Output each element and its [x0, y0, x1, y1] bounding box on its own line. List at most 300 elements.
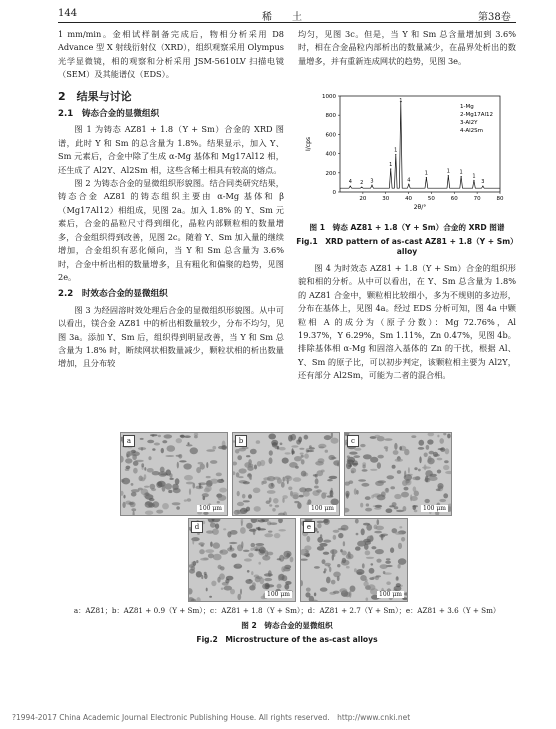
- grain: [370, 535, 374, 542]
- grain: [186, 444, 193, 446]
- micrograph-texture: [121, 433, 227, 515]
- grain: [284, 476, 293, 482]
- grain: [164, 434, 173, 438]
- grain: [126, 466, 131, 470]
- fig1-caption-en: Fig.1 XRD pattern of as-cast AZ81 + 1.8（Y + Sm）alloy: [296, 237, 518, 256]
- grain: [322, 559, 326, 564]
- paragraph-2: 图 2 为铸态合金的显微组织形貌图。结合同类研究结果，铸态合金 AZ81 的铸态组织主要由 α-Mg 基体和 β（Mg17Al12）相组成，见图 2a。加入 1.8% 的 Y、Sm 元素后，合金的晶粒尺寸得到细化，晶粒内部颗粒相的数量增多，合金组织得到改善，见图 2c。随着 Y、Sm 加入量的继续增加，合金组织有恶化倾向，当 Y 和 Sm 总含量为 3.6% 时，合金中析出相的数量增多，且有粗化和偏聚的趋势，见图 2e。: [58, 178, 284, 282]
- grain: [390, 486, 395, 489]
- grain: [121, 456, 124, 463]
- grain: [347, 455, 350, 458]
- grain: [363, 581, 368, 586]
- grain: [323, 540, 331, 543]
- grain: [206, 476, 211, 478]
- grain: [212, 446, 216, 450]
- grain: [301, 459, 305, 464]
- grain: [386, 508, 393, 513]
- grain: [246, 507, 250, 512]
- grain: [131, 489, 140, 492]
- grain: [437, 458, 443, 461]
- grain: [199, 483, 201, 488]
- legend-entry: 2-Mg17Al12: [460, 112, 494, 118]
- grain: [243, 500, 250, 502]
- grain: [333, 460, 339, 466]
- grain: [315, 478, 319, 484]
- subsection-heading-2-1: 2.1 铸态合金的显微组织: [58, 109, 160, 120]
- grain: [252, 582, 256, 587]
- grain: [376, 559, 381, 563]
- grain: [247, 570, 250, 573]
- grain: [370, 469, 377, 471]
- grain: [217, 501, 220, 504]
- grain: [398, 558, 406, 565]
- grain: [300, 453, 304, 455]
- grain: [277, 478, 282, 484]
- x-tick-label: 50: [427, 196, 435, 202]
- x-tick-label: 40: [405, 196, 413, 202]
- grain: [184, 499, 187, 501]
- legend-entry: 1-Mg: [460, 104, 474, 110]
- grain: [393, 450, 399, 455]
- grain: [365, 550, 371, 555]
- micrograph-texture: [345, 433, 451, 515]
- grain: [267, 476, 275, 481]
- grain: [428, 433, 435, 436]
- grain: [243, 550, 250, 552]
- header-rule: [58, 22, 516, 23]
- grain: [447, 434, 451, 439]
- grain: [360, 444, 365, 447]
- peak-point: [395, 154, 396, 155]
- grain: [152, 448, 155, 451]
- grain: [196, 597, 200, 601]
- grain: [244, 462, 251, 468]
- grain: [208, 553, 214, 558]
- peak-point: [390, 168, 391, 169]
- grain: [392, 465, 396, 469]
- grain: [158, 435, 161, 437]
- grain: [401, 537, 405, 542]
- grain: [231, 553, 237, 558]
- grain: [419, 440, 425, 446]
- grain: [179, 460, 187, 462]
- grain: [394, 494, 401, 499]
- grain: [356, 533, 359, 536]
- grain: [233, 462, 237, 466]
- grain: [365, 508, 372, 512]
- grain: [418, 447, 425, 450]
- grain: [306, 588, 311, 592]
- grain: [238, 476, 243, 478]
- grain: [223, 528, 226, 530]
- grain: [320, 534, 322, 538]
- grain: [206, 449, 215, 452]
- grain: [365, 496, 371, 500]
- grain: [299, 495, 304, 498]
- grain: [152, 501, 159, 507]
- grain: [355, 519, 359, 524]
- grain: [205, 485, 212, 492]
- grain: [360, 503, 363, 508]
- grain: [437, 435, 439, 438]
- grain: [394, 443, 397, 450]
- grain: [396, 583, 401, 587]
- grain: [133, 468, 138, 474]
- grain: [317, 546, 324, 551]
- grain: [345, 508, 350, 513]
- grain: [254, 465, 257, 470]
- grain: [239, 468, 247, 473]
- grain: [240, 589, 242, 595]
- grain: [301, 471, 307, 477]
- grain: [438, 448, 444, 450]
- grain: [346, 462, 351, 469]
- grain: [384, 446, 388, 449]
- grain: [234, 510, 240, 515]
- grain: [220, 550, 223, 553]
- grain: [304, 453, 309, 458]
- grain: [324, 563, 331, 566]
- grain: [329, 476, 338, 479]
- grain: [237, 455, 242, 460]
- grain: [330, 549, 337, 554]
- grain: [193, 561, 197, 566]
- grain: [189, 488, 191, 495]
- grain: [293, 477, 301, 482]
- grain: [201, 575, 203, 579]
- grain: [205, 549, 214, 553]
- grain: [389, 505, 395, 507]
- grain: [375, 505, 382, 508]
- grain: [210, 542, 213, 547]
- grain: [408, 467, 410, 473]
- x-tick-label: 30: [382, 196, 390, 202]
- peak-point: [371, 185, 372, 186]
- grain: [428, 456, 432, 463]
- grain: [274, 533, 281, 538]
- grain: [374, 525, 378, 530]
- grain: [121, 491, 124, 496]
- grain: [424, 453, 428, 458]
- grain: [262, 555, 270, 561]
- grain: [246, 455, 250, 457]
- grain: [395, 459, 403, 462]
- grain: [250, 449, 257, 455]
- grain: [291, 445, 298, 447]
- panel-label: e: [303, 521, 315, 533]
- grain: [246, 523, 253, 529]
- grain: [282, 575, 288, 581]
- grain: [337, 564, 340, 567]
- grain: [248, 494, 252, 499]
- y-tick-label: 1000: [322, 94, 336, 100]
- grain: [414, 467, 417, 470]
- grain: [291, 448, 293, 455]
- y-tick-label: 0: [332, 190, 336, 196]
- grain: [221, 588, 224, 590]
- grain: [158, 471, 167, 477]
- grain: [411, 435, 416, 438]
- grain: [144, 486, 149, 488]
- grain: [248, 553, 253, 558]
- section-heading: 2 结果与讨论: [58, 89, 132, 103]
- y-tick-label: 200: [325, 170, 336, 177]
- volume-label: 第38卷: [478, 12, 511, 23]
- peak-label: 1: [389, 161, 393, 168]
- y-tick-label: 600: [325, 132, 336, 139]
- y-tick-label: 400: [325, 151, 336, 158]
- grain: [257, 461, 262, 467]
- grain: [375, 549, 384, 554]
- grain: [362, 469, 368, 472]
- grain: [162, 503, 169, 509]
- grain: [244, 558, 252, 561]
- grain: [378, 455, 384, 459]
- grain: [443, 493, 448, 498]
- grain: [414, 510, 418, 513]
- grain: [199, 549, 205, 554]
- grain: [369, 577, 374, 580]
- grain: [204, 574, 208, 579]
- grain: [385, 561, 391, 564]
- grain: [342, 558, 346, 564]
- grain: [333, 530, 340, 533]
- grain: [346, 493, 349, 499]
- grain: [177, 462, 179, 469]
- grain: [148, 456, 151, 460]
- grain: [278, 574, 281, 581]
- grain: [277, 558, 281, 560]
- grain: [229, 542, 237, 544]
- grain: [218, 565, 222, 569]
- grain: [439, 438, 444, 444]
- grain: [325, 450, 328, 453]
- grain: [161, 448, 164, 453]
- micrograph-texture: [301, 519, 407, 601]
- grain: [264, 573, 273, 576]
- grain: [314, 566, 320, 569]
- panel-label: c: [347, 435, 359, 447]
- grain: [361, 483, 369, 487]
- grain: [169, 478, 173, 480]
- grain: [390, 547, 394, 553]
- grain: [221, 479, 223, 481]
- grain: [184, 475, 193, 481]
- grain: [327, 479, 333, 481]
- grain: [168, 490, 172, 493]
- panel-label: b: [235, 435, 247, 447]
- grain: [331, 580, 336, 585]
- grain: [194, 435, 198, 438]
- grain: [256, 576, 262, 579]
- grain: [362, 465, 365, 469]
- grain: [323, 552, 329, 555]
- grain: [237, 594, 241, 600]
- grain: [165, 483, 172, 489]
- grain: [309, 447, 315, 450]
- grain: [175, 478, 180, 484]
- panel-label: a: [123, 435, 135, 447]
- grain: [167, 445, 176, 452]
- peak-label: 4: [407, 177, 411, 184]
- grain: [333, 535, 337, 540]
- y-tick-label: 800: [325, 113, 336, 120]
- grain: [250, 548, 253, 551]
- grain: [314, 593, 316, 597]
- grain: [237, 544, 243, 551]
- grain: [213, 542, 220, 548]
- grain: [271, 483, 273, 487]
- grain: [443, 465, 449, 470]
- grain: [354, 488, 357, 495]
- grain: [187, 498, 192, 502]
- micrograph-texture: [233, 433, 339, 515]
- peak-point: [461, 176, 462, 177]
- grain: [338, 533, 343, 538]
- grain: [358, 479, 366, 481]
- grain: [176, 438, 182, 443]
- grain: [264, 578, 272, 581]
- grain: [176, 506, 180, 510]
- grain: [403, 506, 407, 511]
- grain: [412, 477, 420, 481]
- grain: [374, 531, 382, 534]
- grain: [439, 499, 446, 502]
- grain: [317, 521, 324, 524]
- subsection-heading-2-2: 2.2 时效态合金的显微组织: [58, 289, 168, 300]
- grain: [270, 522, 278, 525]
- scale-bar: 100 μm: [267, 591, 290, 598]
- grain: [402, 480, 408, 486]
- grain: [350, 463, 358, 465]
- grain: [399, 446, 402, 450]
- grain: [305, 592, 310, 597]
- grain: [404, 474, 412, 480]
- grain: [444, 460, 449, 463]
- micrograph-d: [188, 518, 296, 602]
- grain: [162, 440, 167, 443]
- grain: [361, 528, 365, 535]
- plot-frame: [340, 96, 500, 192]
- grain: [395, 532, 402, 535]
- grain: [437, 470, 441, 474]
- grain: [387, 475, 395, 479]
- grain: [284, 584, 289, 590]
- grain: [397, 470, 401, 474]
- grain: [284, 551, 287, 556]
- grain: [419, 456, 421, 463]
- peak-label: 1: [394, 147, 398, 154]
- grain: [343, 541, 345, 546]
- grain: [230, 545, 232, 550]
- grain: [356, 569, 364, 575]
- grain: [377, 519, 380, 525]
- grain: [240, 527, 246, 534]
- grain: [271, 440, 278, 446]
- grain: [301, 580, 303, 586]
- paragraph-4: 图 4 为时效态 AZ81 + 1.8（Y + Sm）合金的组织形貌和相的分析。从中可以看出，在 Y、Sm 总含量为 1.8% 的 AZ81 合金中，颗粒相比较细小，多为不规则的多边形，分布在基体上，见图 4a。经过 EDS 分析可知，图 4a 中颗粒相 A 的成分为（原子分数）：Mg 72.76%，Al 19.37%，Y 6.29%，Sm 1.11%，Zn 0.47%，见图 4b。排除基体相 α-Mg 和固溶入基体的 Zn 的干扰，根据 Al、Y、Sm 的原子比，可以初步判定，该颗粒相主要为 Al2Y，还有部分 Al2Sm，可能为二者的混合相。: [298, 263, 516, 381]
- grain: [277, 446, 280, 450]
- grain: [217, 577, 220, 583]
- grain: [305, 550, 309, 552]
- grain: [279, 447, 286, 451]
- grain: [209, 596, 212, 598]
- grain: [198, 462, 204, 465]
- grain: [322, 492, 327, 494]
- grain: [333, 591, 340, 594]
- grain: [317, 537, 323, 543]
- grain: [210, 460, 217, 464]
- peak-label: 3: [481, 179, 485, 186]
- grain: [249, 476, 252, 480]
- grain: [341, 525, 349, 531]
- peak-label: 3: [370, 178, 374, 185]
- grain: [291, 492, 298, 496]
- peak-point: [361, 187, 362, 188]
- grain: [399, 526, 402, 528]
- grain: [131, 492, 137, 497]
- grain: [255, 549, 260, 552]
- grain: [426, 445, 430, 450]
- peak-point: [350, 186, 351, 187]
- grain: [424, 464, 427, 470]
- grain: [368, 584, 376, 590]
- grain: [184, 435, 191, 438]
- grain: [202, 493, 209, 497]
- grain: [210, 479, 218, 484]
- scale-bar: 100 μm: [199, 505, 222, 512]
- grain: [191, 566, 196, 571]
- grain: [413, 486, 417, 492]
- grain: [249, 579, 252, 581]
- grain: [267, 490, 276, 494]
- grain: [324, 568, 327, 571]
- grain: [280, 443, 283, 446]
- grain: [313, 474, 317, 476]
- intro-paragraph: 1 mm/min。金相试样制备完成后，物相分析采用 D8 Advance 型 X 射线衍射仪（XRD），组织观察采用 Olympus 光学显微镜，相的观察和分析采用 JSM-5610LV 扫描电镜（SEM）及其能谱仪（EDS）。: [58, 29, 284, 80]
- x-tick-label: 80: [496, 196, 504, 202]
- grain: [282, 458, 289, 464]
- peak-label: 1: [399, 98, 403, 104]
- grain: [236, 564, 241, 567]
- right-column-bottom: [298, 262, 516, 383]
- grain: [176, 455, 181, 457]
- grain: [289, 462, 298, 468]
- grain: [425, 499, 430, 503]
- peak-label: 2: [360, 180, 364, 187]
- right-column-top: [298, 28, 516, 68]
- grain: [294, 456, 302, 461]
- grain: [122, 478, 130, 485]
- grain: [362, 563, 365, 568]
- grain: [236, 472, 240, 477]
- grain: [354, 568, 357, 572]
- grain: [230, 530, 238, 535]
- grain: [299, 448, 304, 450]
- grain: [349, 452, 357, 455]
- grain: [285, 452, 291, 454]
- peak-label: 1: [424, 170, 428, 177]
- grain: [342, 551, 347, 556]
- grain: [363, 454, 372, 459]
- grain: [301, 455, 304, 458]
- x-tick-label: 20: [359, 196, 367, 202]
- paragraph-1: 图 1 为铸态 AZ81 + 1.8（Y + Sm）合金的 XRD 图谱，此时 Y 和 Sm 的总含量为 1.8%。结果显示，加入 Y、Sm 元素后，合金中除了生成 α-Mg 基体和 Mg17Al12 相，还生成了 Al2Y、Al2Sm 相，这些含稀土相具有较高的熔点。: [58, 124, 284, 175]
- grain: [123, 495, 125, 499]
- grain: [371, 495, 374, 499]
- grain: [162, 485, 166, 492]
- peak-point: [408, 184, 409, 185]
